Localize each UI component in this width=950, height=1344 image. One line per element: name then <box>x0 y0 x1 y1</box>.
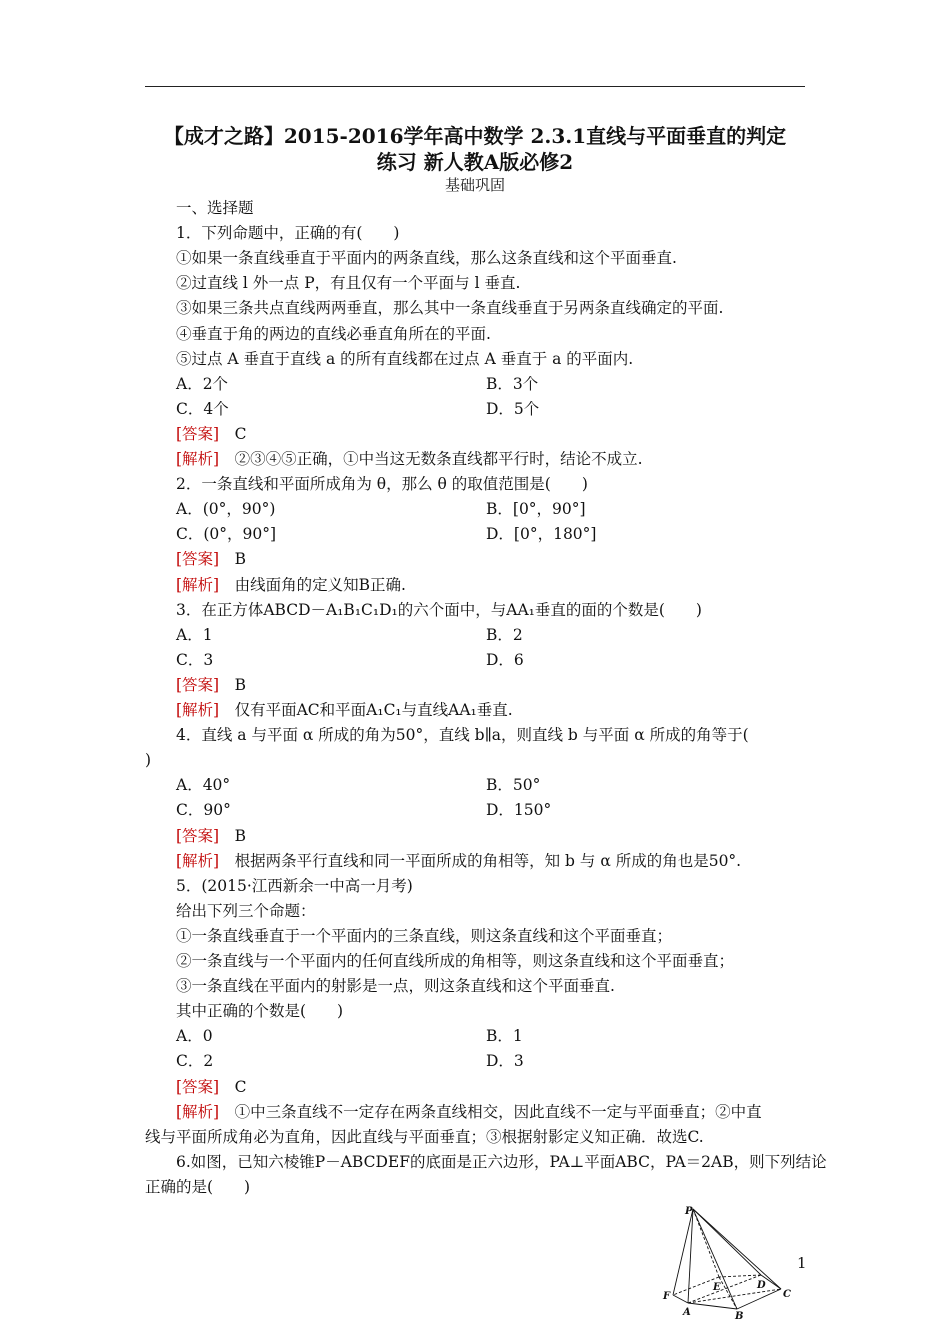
figure-label-F: F <box>663 1291 671 1302</box>
option-left: C．90° <box>176 801 231 819</box>
bracket-tag: [答案] <box>176 827 220 845</box>
bracket-tag: [答案] <box>176 425 220 443</box>
text-line: ①如果一条直线垂直于平面内的两条直线，那么这条直线和这个平面垂直. <box>176 249 677 267</box>
text-line: 3．在正方体ABCD－A₁B₁C₁D₁的六个面中，与AA₁垂直的面的个数是( ) <box>176 601 702 619</box>
text-line: ④垂直于角的两边的直线必垂直角所在的平面. <box>176 325 491 343</box>
text-line: 5．(2015·江西新余一中高一月考) <box>176 877 413 895</box>
answer-line <box>176 549 246 569</box>
figure-label-A: A <box>683 1307 691 1318</box>
option-right: B．3个 <box>486 375 539 393</box>
option-right: D．6 <box>486 651 524 669</box>
line-text: B <box>219 827 246 845</box>
page-number: 1 <box>797 1254 807 1272</box>
answer-line <box>176 675 246 695</box>
text-line: 2．一条直线和平面所成角为 θ，那么 θ 的取值范围是( ) <box>176 475 588 493</box>
analysis-line <box>176 1102 762 1122</box>
line-text: 根据两条平行直线和同一平面所成的角相等，知 b 与 α 所成的角也是50°. <box>219 852 742 870</box>
option-left: A．0 <box>176 1027 213 1045</box>
text-line: ③如果三条共点直线两两垂直，那么其中一条直线垂直于另两条直线确定的平面. <box>176 299 724 317</box>
line-text: C <box>219 1078 247 1096</box>
bracket-tag: [答案] <box>176 676 220 694</box>
text-line: ②一条直线与一个平面内的任何直线所成的角相等，则这条直线和这个平面垂直； <box>176 952 735 970</box>
option-right: D．3 <box>486 1052 524 1070</box>
figure-label-E: E <box>713 1282 721 1293</box>
text-line: 6.如图，已知六棱锥P－ABCDEF的底面是正六边形，PA⊥平面ABC，PA＝2AB，则下列结论 <box>176 1153 827 1171</box>
text-line: 4．直线 a 与平面 α 所成的角为50°，直线 b∥a，则直线 b 与平面 α 所成的角等于( <box>176 726 749 744</box>
option-right: D．5个 <box>486 400 540 418</box>
text-line: 一、选择题 <box>176 199 254 217</box>
option-left: A．2个 <box>176 375 229 393</box>
option-left: C．2 <box>176 1052 214 1070</box>
option-left: A．40° <box>176 776 231 794</box>
analysis-line <box>176 700 513 720</box>
option-right: B．[0°，90°] <box>486 500 586 518</box>
option-right: D．150° <box>486 801 552 819</box>
answer-line <box>176 826 246 846</box>
line-text: B <box>219 676 246 694</box>
option-left: C．4个 <box>176 400 229 418</box>
analysis-line <box>176 449 643 469</box>
bracket-tag: [解析] <box>176 701 220 719</box>
option-left: A．1 <box>176 626 213 644</box>
analysis-line <box>176 575 406 595</box>
option-right: D．[0°，180°] <box>486 525 597 543</box>
bracket-tag: [答案] <box>176 1078 220 1096</box>
figure-label-C: C <box>783 1289 791 1300</box>
answer-line <box>176 424 246 444</box>
bracket-tag: [解析] <box>176 576 220 594</box>
option-left: A．(0°，90°) <box>176 500 276 518</box>
text-line: ⑤过点 A 垂直于直线 a 的所有直线都在过点 A 垂直于 a 的平面内. <box>176 350 634 368</box>
text-line: ) <box>145 751 152 769</box>
analysis-line <box>176 851 741 871</box>
hexagonal-pyramid-figure <box>655 1205 805 1320</box>
line-text: 由线面角的定义知B正确. <box>219 576 406 594</box>
line-text: ①中三条直线不一定存在两条直线相交，因此直线不一定与平面垂直；②中直 <box>219 1103 762 1121</box>
text-line: 正确的是( ) <box>145 1178 251 1196</box>
text-line: 其中正确的个数是( ) <box>176 1002 344 1020</box>
line-text: ②③④⑤正确，①中当这无数条直线都平行时，结论不成立. <box>219 450 643 468</box>
bracket-tag: [答案] <box>176 550 220 568</box>
text-line: ③一条直线在平面内的射影是一点，则这条直线和这个平面垂直. <box>176 977 615 995</box>
option-right: B．1 <box>486 1027 523 1045</box>
text-line: ①一条直线垂直于一个平面内的三条直线，则这条直线和这个平面垂直； <box>176 927 673 945</box>
figure-label-D: D <box>757 1280 766 1291</box>
text-line: 1．下列命题中，正确的有( ) <box>176 224 400 242</box>
bracket-tag: [解析] <box>176 450 220 468</box>
text-line: ②过直线 l 外一点 P，有且仅有一个平面与 l 垂直. <box>176 274 521 292</box>
line-text: C <box>219 425 247 443</box>
text-line: 给出下列三个命题： <box>176 902 316 920</box>
bracket-tag: [解析] <box>176 852 220 870</box>
document-title-line-2: 练习 新人教A版必修2 <box>376 150 574 174</box>
line-text: B <box>219 550 246 568</box>
figure-label-B: B <box>735 1311 744 1320</box>
bracket-tag: [解析] <box>176 1103 220 1121</box>
answer-line <box>176 1077 246 1097</box>
line-text: 仅有平面AC和平面A₁C₁与直线AA₁垂直. <box>219 701 513 719</box>
figure-label-P: P <box>685 1206 693 1217</box>
section-subtitle: 基础巩固 <box>444 176 505 194</box>
option-right: B．2 <box>486 626 523 644</box>
header-rule <box>145 86 805 87</box>
text-line: 线与平面所成角必为直角，因此直线与平面垂直；③根据射影定义知正确．故选C. <box>145 1128 704 1146</box>
option-left: C．3 <box>176 651 214 669</box>
option-left: C．(0°，90°] <box>176 525 277 543</box>
option-right: B．50° <box>486 776 541 794</box>
document-title-line-1: 【成才之路】2015-2016学年高中数学 2.3.1直线与平面垂直的判定 <box>163 124 787 148</box>
